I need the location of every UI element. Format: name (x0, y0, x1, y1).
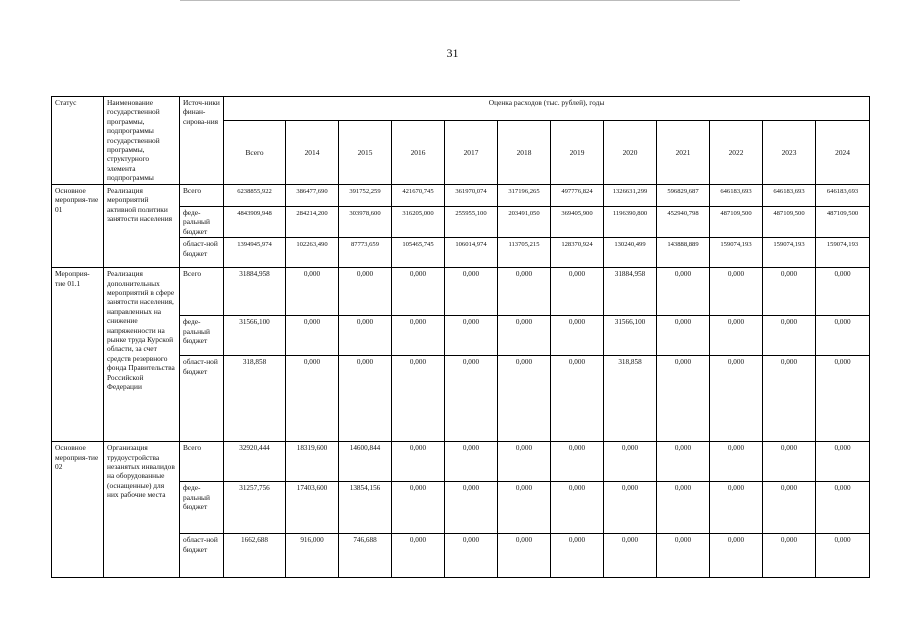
row-value-2019: 0,000 (551, 534, 604, 578)
row-value-2021: 452940,798 (657, 207, 710, 238)
row-value-2022: 159074,193 (710, 238, 763, 268)
header-year-2016: 2016 (392, 121, 445, 185)
row-value-2023: 0,000 (763, 442, 816, 482)
row-value-2020: 318,858 (604, 356, 657, 442)
row-status: Мероприя-тие 01.1 (52, 268, 104, 442)
row-value-2020: 130240,499 (604, 238, 657, 268)
header-year-2021: 2021 (657, 121, 710, 185)
header-row-top (52, 97, 870, 121)
row-value-2020: 31566,100 (604, 316, 657, 356)
row-total: 6238855,922 (224, 185, 286, 207)
row-total: 32920,444 (224, 442, 286, 482)
row-value-2016: 0,000 (392, 268, 445, 316)
row-value-2016: 0,000 (392, 316, 445, 356)
row-value-2024: 0,000 (816, 316, 870, 356)
row-value-2014: 18319,600 (286, 442, 339, 482)
row-value-2021: 0,000 (657, 268, 710, 316)
row-value-2020: 31884,958 (604, 268, 657, 316)
row-value-2016: 0,000 (392, 534, 445, 578)
row-value-2017: 0,000 (445, 268, 498, 316)
row-value-2018: 0,000 (498, 316, 551, 356)
row-value-2017: 0,000 (445, 534, 498, 578)
row-total: 31257,756 (224, 482, 286, 534)
row-value-2016: 0,000 (392, 482, 445, 534)
row-value-2024: 0,000 (816, 482, 870, 534)
row-total: 1394945,974 (224, 238, 286, 268)
table-row (52, 442, 870, 482)
header-year-2019: 2019 (551, 121, 604, 185)
row-value-2021: 0,000 (657, 534, 710, 578)
row-value-2022: 0,000 (710, 442, 763, 482)
row-value-2022: 0,000 (710, 482, 763, 534)
row-value-2024: 159074,193 (816, 238, 870, 268)
row-value-2014: 0,000 (286, 356, 339, 442)
row-value-2015: 13854,156 (339, 482, 392, 534)
budget-table (51, 96, 870, 578)
row-value-2016: 105465,745 (392, 238, 445, 268)
header-year-2017: 2017 (445, 121, 498, 185)
row-value-2014: 102263,490 (286, 238, 339, 268)
row-value-2018: 0,000 (498, 268, 551, 316)
row-source: Всего (180, 185, 224, 207)
row-total: 318,858 (224, 356, 286, 442)
row-value-2016: 421670,745 (392, 185, 445, 207)
row-value-2019: 0,000 (551, 482, 604, 534)
header-estimate: Оценка расходов (тыс. рублей), годы (224, 97, 870, 121)
row-value-2017: 255955,100 (445, 207, 498, 238)
row-value-2014: 386477,690 (286, 185, 339, 207)
row-value-2015: 0,000 (339, 356, 392, 442)
row-value-2019: 497776,824 (551, 185, 604, 207)
row-source: Всего (180, 442, 224, 482)
row-total: 1662,688 (224, 534, 286, 578)
row-value-2018: 0,000 (498, 482, 551, 534)
row-value-2016: 316205,000 (392, 207, 445, 238)
header-year-2024: 2024 (816, 121, 870, 185)
row-status: Основное мероприя-тие 02 (52, 442, 104, 578)
row-source: област-ной бюджет (180, 238, 224, 268)
row-value-2022: 0,000 (710, 534, 763, 578)
row-value-2015: 391752,259 (339, 185, 392, 207)
row-value-2018: 0,000 (498, 356, 551, 442)
row-value-2015: 0,000 (339, 316, 392, 356)
row-source: феде-ральный бюджет (180, 316, 224, 356)
row-total: 31884,958 (224, 268, 286, 316)
row-value-2023: 0,000 (763, 482, 816, 534)
row-value-2020: 0,000 (604, 534, 657, 578)
row-value-2015: 746,688 (339, 534, 392, 578)
row-value-2016: 0,000 (392, 442, 445, 482)
row-value-2015: 87773,659 (339, 238, 392, 268)
row-value-2017: 0,000 (445, 356, 498, 442)
row-value-2021: 0,000 (657, 316, 710, 356)
row-name: Реализация мероприятий активной политики занятости населения (104, 185, 180, 268)
row-value-2017: 0,000 (445, 442, 498, 482)
row-value-2022: 646183,693 (710, 185, 763, 207)
row-value-2021: 0,000 (657, 482, 710, 534)
row-value-2014: 0,000 (286, 316, 339, 356)
row-value-2019: 369405,900 (551, 207, 604, 238)
row-value-2024: 487109,500 (816, 207, 870, 238)
row-value-2022: 0,000 (710, 356, 763, 442)
row-value-2014: 17403,600 (286, 482, 339, 534)
row-name: Организация трудоустройства незанятых инвалидов на оборудованные (оснащенные) для них рабочие места (104, 442, 180, 578)
row-value-2020: 1326631,299 (604, 185, 657, 207)
row-value-2017: 0,000 (445, 482, 498, 534)
header-year-2022: 2022 (710, 121, 763, 185)
row-name: Реализация дополнительных мероприятий в сфере занятости населения, направленных на снижение напряженности на рынке труда Курской области, за счет средств резервного фонда Правительства Российской Федерации (104, 268, 180, 442)
row-source: Всего (180, 268, 224, 316)
row-value-2015: 303978,600 (339, 207, 392, 238)
header-year-2014: 2014 (286, 121, 339, 185)
row-value-2021: 0,000 (657, 442, 710, 482)
row-value-2024: 646183,693 (816, 185, 870, 207)
page-number: 31 (446, 46, 459, 60)
row-value-2021: 143888,889 (657, 238, 710, 268)
row-total: 4843909,948 (224, 207, 286, 238)
row-value-2022: 0,000 (710, 268, 763, 316)
row-value-2023: 646183,693 (763, 185, 816, 207)
row-status: Основное мероприя-тие 01 (52, 185, 104, 268)
row-source: област-ной бюджет (180, 534, 224, 578)
row-value-2023: 0,000 (763, 268, 816, 316)
scan-top-edge (180, 0, 740, 1)
row-value-2024: 0,000 (816, 442, 870, 482)
header-status: Статус (52, 97, 104, 185)
row-value-2018: 317196,265 (498, 185, 551, 207)
row-value-2021: 596829,687 (657, 185, 710, 207)
row-value-2016: 0,000 (392, 356, 445, 442)
row-value-2019: 0,000 (551, 316, 604, 356)
header-name: Наименование государственной программы, подпрограммы государственной программы, структурного элемента подпрограммы (104, 97, 180, 185)
row-value-2018: 113705,215 (498, 238, 551, 268)
row-value-2024: 0,000 (816, 534, 870, 578)
row-value-2023: 487109,500 (763, 207, 816, 238)
header-year-2020: 2020 (604, 121, 657, 185)
row-value-2024: 0,000 (816, 268, 870, 316)
row-value-2023: 0,000 (763, 534, 816, 578)
row-value-2023: 0,000 (763, 356, 816, 442)
row-value-2014: 284214,200 (286, 207, 339, 238)
row-value-2022: 487109,500 (710, 207, 763, 238)
row-value-2018: 0,000 (498, 534, 551, 578)
row-value-2020: 1196390,800 (604, 207, 657, 238)
row-source: област-ной бюджет (180, 356, 224, 442)
row-value-2023: 159074,193 (763, 238, 816, 268)
row-value-2018: 203491,050 (498, 207, 551, 238)
row-value-2014: 0,000 (286, 268, 339, 316)
row-value-2020: 0,000 (604, 442, 657, 482)
header-year-2023: 2023 (763, 121, 816, 185)
row-value-2018: 0,000 (498, 442, 551, 482)
row-source: феде-ральный бюджет (180, 482, 224, 534)
table-row (52, 185, 870, 207)
row-value-2017: 361970,074 (445, 185, 498, 207)
header-year-2015: 2015 (339, 121, 392, 185)
row-value-2023: 0,000 (763, 316, 816, 356)
row-source: феде-ральный бюджет (180, 207, 224, 238)
table-row (52, 268, 870, 316)
header-source: Источ-ники финан-сирова-ния (180, 97, 224, 185)
row-value-2022: 0,000 (710, 316, 763, 356)
row-value-2019: 128370,924 (551, 238, 604, 268)
header-year-2018: 2018 (498, 121, 551, 185)
row-value-2015: 14600,844 (339, 442, 392, 482)
row-value-2021: 0,000 (657, 356, 710, 442)
row-value-2020: 0,000 (604, 482, 657, 534)
row-total: 31566,100 (224, 316, 286, 356)
row-value-2024: 0,000 (816, 356, 870, 442)
row-value-2015: 0,000 (339, 268, 392, 316)
row-value-2017: 106014,974 (445, 238, 498, 268)
row-value-2019: 0,000 (551, 268, 604, 316)
row-value-2019: 0,000 (551, 356, 604, 442)
row-value-2017: 0,000 (445, 316, 498, 356)
row-value-2019: 0,000 (551, 442, 604, 482)
header-total: Всего (224, 121, 286, 185)
row-value-2014: 916,000 (286, 534, 339, 578)
